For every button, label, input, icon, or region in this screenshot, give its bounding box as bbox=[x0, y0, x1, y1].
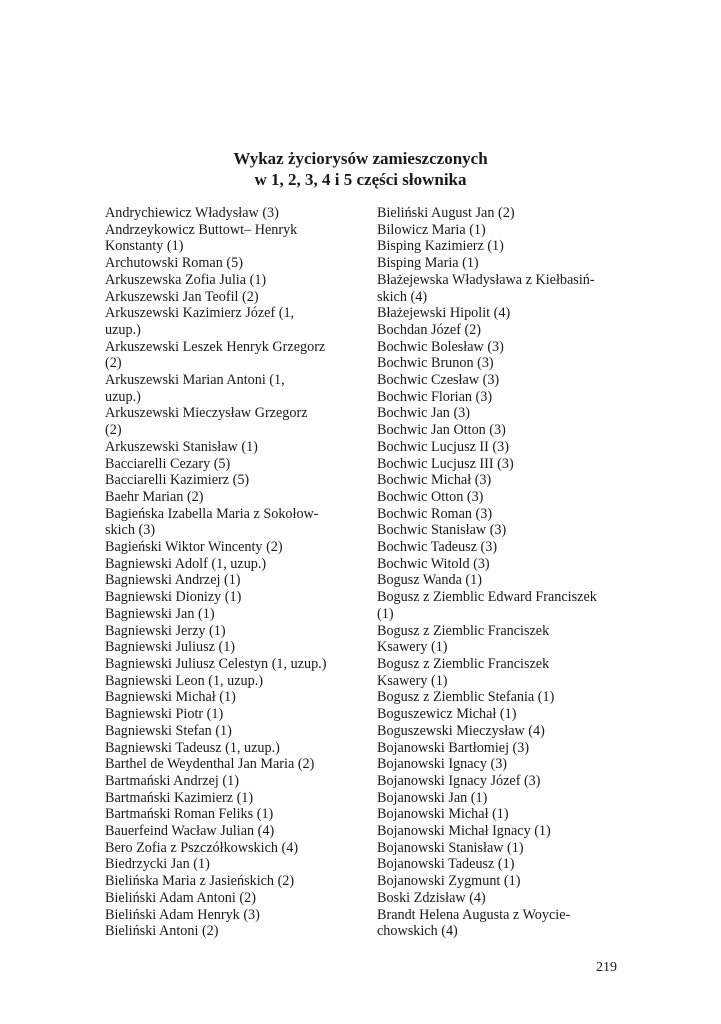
index-entry bbox=[105, 439, 355, 456]
index-entry bbox=[105, 907, 355, 924]
index-entry bbox=[105, 572, 355, 589]
index-entry-text: Archutowski Roman (5) bbox=[105, 255, 243, 272]
index-entry-text: Bochwic Lucjusz II (3) bbox=[377, 438, 509, 455]
index-entry bbox=[377, 422, 627, 439]
index-entry bbox=[377, 456, 627, 473]
index-entry bbox=[105, 339, 355, 372]
index-entry-text: Bochwic Bolesław (3) bbox=[377, 338, 504, 355]
index-entry bbox=[105, 272, 355, 289]
index-entry-text: Biedrzycki Jan (1) bbox=[105, 856, 210, 873]
index-entry-text: Bagniewski Tadeusz (1, uzup.) bbox=[105, 739, 280, 756]
index-entry bbox=[377, 589, 627, 622]
index-entry bbox=[377, 907, 627, 940]
index-entry-text: Baehr Marian (2) bbox=[105, 488, 204, 505]
index-entry bbox=[105, 689, 355, 706]
index-entry-text: Bagieński Wiktor Wincenty (2) bbox=[105, 539, 283, 556]
index-entry-text: Bojanowski Bartłomiej (3) bbox=[377, 739, 530, 756]
index-entry bbox=[105, 405, 355, 438]
index-entry bbox=[377, 890, 627, 907]
index-entry bbox=[105, 255, 355, 272]
index-entry bbox=[377, 222, 627, 239]
index-entry bbox=[105, 639, 355, 656]
index-entry-text: Bogusz Wanda (1) bbox=[377, 572, 482, 589]
index-entry-continuation: (2) bbox=[105, 422, 122, 439]
index-entry bbox=[377, 656, 627, 689]
index-entry-text: Bilowicz Maria (1) bbox=[377, 221, 486, 238]
index-entry-text: Bagniewski Juliusz Celestyn (1, uzup.) bbox=[105, 655, 327, 672]
index-entry bbox=[377, 355, 627, 372]
index-entry-text: Bagniewski Stefan (1) bbox=[105, 722, 232, 739]
index-entry-continuation: Ksawery (1) bbox=[377, 672, 448, 689]
page-title-line-1: Wykaz życiorysów zamieszczonych bbox=[233, 149, 488, 168]
index-entry-text: Arkuszewski Kazimierz Józef (1, bbox=[105, 305, 295, 322]
page-title bbox=[0, 148, 721, 190]
index-entry bbox=[377, 723, 627, 740]
index-entry-text: Bojanowski Jan (1) bbox=[377, 789, 488, 806]
index-entry-text: Arkuszewski Mieczysław Grzegorz bbox=[105, 405, 308, 422]
index-entry-text: Bogusz z Ziemblic Franciszek bbox=[377, 655, 550, 672]
index-entry-text: Błażejewski Hipolit (4) bbox=[377, 305, 511, 322]
index-entry bbox=[377, 255, 627, 272]
index-entry-text: Bagniewski Adolf (1, uzup.) bbox=[105, 555, 267, 572]
index-entry bbox=[377, 756, 627, 773]
index-entry bbox=[377, 238, 627, 255]
index-entry bbox=[377, 506, 627, 523]
index-entry-continuation: Ksawery (1) bbox=[377, 639, 448, 656]
index-entry bbox=[105, 873, 355, 890]
index-entry-continuation: Konstanty (1) bbox=[105, 238, 184, 255]
index-entry-text: Bochwic Jan (3) bbox=[377, 405, 470, 422]
index-entry-text: Bochwic Florian (3) bbox=[377, 388, 493, 405]
index-column-right bbox=[377, 205, 627, 940]
index-entry bbox=[105, 456, 355, 473]
page-title-line-2: w 1, 2, 3, 4 i 5 części słownika bbox=[254, 170, 467, 189]
index-entry-text: Bochdan Józef (2) bbox=[377, 321, 482, 338]
index-entry-text: Bartmański Roman Feliks (1) bbox=[105, 806, 274, 823]
index-entry bbox=[377, 472, 627, 489]
index-entry-text: Bagniewski Jan (1) bbox=[105, 605, 215, 622]
index-entry bbox=[377, 773, 627, 790]
index-entry-text: Bochwic Czesław (3) bbox=[377, 372, 500, 389]
index-entry bbox=[105, 372, 355, 405]
index-entry-text: Brandt Helena Augusta z Woycie- bbox=[377, 906, 571, 923]
index-entry-text: Bochwic Lucjusz III (3) bbox=[377, 455, 514, 472]
index-entry bbox=[377, 522, 627, 539]
index-entry bbox=[105, 856, 355, 873]
index-entry-text: Błażejewska Władysława z Kiełbasiń- bbox=[377, 271, 595, 288]
index-entry bbox=[377, 706, 627, 723]
index-entry bbox=[105, 773, 355, 790]
index-entry bbox=[377, 372, 627, 389]
index-entry bbox=[105, 723, 355, 740]
index-entry-text: Bagieńska Izabella Maria z Sokołow- bbox=[105, 505, 319, 522]
page-number: 219 bbox=[596, 960, 617, 975]
index-entry-text: Bieliński Adam Henryk (3) bbox=[105, 906, 260, 923]
index-entry-text: Andrychiewicz Władysław (3) bbox=[105, 205, 279, 221]
index-entry-text: Bogusz z Ziemblic Stefania (1) bbox=[377, 689, 555, 706]
index-entry bbox=[105, 489, 355, 506]
index-entry bbox=[105, 840, 355, 857]
index-entry bbox=[105, 539, 355, 556]
index-entry-continuation: skich (4) bbox=[377, 288, 428, 305]
index-entry-continuation: uzup.) bbox=[105, 388, 141, 405]
index-column-left bbox=[105, 205, 355, 940]
index-entry bbox=[377, 556, 627, 573]
index-entry bbox=[105, 673, 355, 690]
index-entry-text: Arkuszewski Jan Teofil (2) bbox=[105, 288, 259, 305]
index-entry-text: Bojanowski Michał (1) bbox=[377, 806, 509, 823]
index-entry-text: Andrzeykowicz Buttowt– Henryk bbox=[105, 221, 298, 238]
index-entry-text: Bero Zofia z Pszczółkowskich (4) bbox=[105, 839, 299, 856]
index-entry bbox=[377, 572, 627, 589]
index-entry-text: Bochwic Michał (3) bbox=[377, 472, 492, 489]
index-entry bbox=[105, 923, 355, 940]
index-entry bbox=[377, 322, 627, 339]
index-entry-text: Bagniewski Leon (1, uzup.) bbox=[105, 672, 263, 689]
index-entry-text: Arkuszewski Marian Antoni (1, bbox=[105, 372, 285, 389]
index-entry-text: Bisping Kazimierz (1) bbox=[377, 238, 504, 255]
index-entry-text: Boski Zdzisław (4) bbox=[377, 889, 486, 906]
index-entry-text: Bojanowski Michał Ignacy (1) bbox=[377, 823, 551, 840]
index-entry-continuation: chowskich (4) bbox=[377, 923, 458, 940]
index-entry-text: Bisping Maria (1) bbox=[377, 255, 479, 272]
index-entry-text: Bagniewski Juliusz (1) bbox=[105, 639, 236, 656]
index-entry bbox=[105, 623, 355, 640]
index-entry-text: Bojanowski Ignacy Józef (3) bbox=[377, 772, 541, 789]
index-entry bbox=[377, 272, 627, 305]
index-entry-text: Bacciarelli Kazimierz (5) bbox=[105, 472, 250, 489]
index-entry-text: Bojanowski Stanisław (1) bbox=[377, 839, 524, 856]
index-entry-text: Bochwic Brunon (3) bbox=[377, 355, 494, 372]
index-entry-text: Bochwic Tadeusz (3) bbox=[377, 539, 498, 556]
index-entry-text: Bochwic Witold (3) bbox=[377, 555, 490, 572]
index-entry bbox=[105, 706, 355, 723]
index-entry-text: Bagniewski Jerzy (1) bbox=[105, 622, 226, 639]
index-entry bbox=[377, 539, 627, 556]
index-entry bbox=[105, 656, 355, 673]
index-entry bbox=[377, 873, 627, 890]
index-entry-continuation: uzup.) bbox=[105, 321, 141, 338]
index-entry-continuation: skich (3) bbox=[105, 522, 156, 539]
index-entry-text: Bielińska Maria z Jasieńskich (2) bbox=[105, 873, 295, 890]
index-entry-text: Bochwic Stanisław (3) bbox=[377, 522, 507, 539]
index-entry bbox=[105, 589, 355, 606]
index-entry-text: Bojanowski Ignacy (3) bbox=[377, 756, 508, 773]
index-entry-text: Bochwic Otton (3) bbox=[377, 488, 484, 505]
index-entry bbox=[377, 623, 627, 656]
index-entry bbox=[105, 806, 355, 823]
index-entry bbox=[377, 439, 627, 456]
index-entry bbox=[105, 506, 355, 539]
index-entry bbox=[105, 606, 355, 623]
index-entry-text: Bagniewski Dionizy (1) bbox=[105, 589, 242, 606]
index-entry bbox=[377, 740, 627, 757]
index-entry-text: Bogusz z Ziemblic Franciszek bbox=[377, 622, 550, 639]
index-entry-text: Bieliński Adam Antoni (2) bbox=[105, 889, 256, 906]
index-entry-text: Bacciarelli Cezary (5) bbox=[105, 455, 231, 472]
index-entry-continuation: (1) bbox=[377, 605, 394, 622]
index-entry-text: Bochwic Jan Otton (3) bbox=[377, 422, 506, 439]
index-entry bbox=[105, 205, 355, 222]
index-entry bbox=[105, 890, 355, 907]
index-entry bbox=[377, 205, 627, 222]
index-entry bbox=[377, 405, 627, 422]
index-entry-text: Bogusz z Ziemblic Edward Franciszek bbox=[377, 589, 597, 606]
index-entry bbox=[105, 756, 355, 773]
index-entry-text: Arkuszewski Leszek Henryk Grzegorz bbox=[105, 338, 326, 355]
index-entry-text: Bieliński August Jan (2) bbox=[377, 205, 515, 221]
index-entry bbox=[105, 790, 355, 807]
index-entry-continuation: (2) bbox=[105, 355, 122, 372]
index-entry-text: Bartmański Andrzej (1) bbox=[105, 772, 239, 789]
index-entry-text: Bagniewski Piotr (1) bbox=[105, 706, 224, 723]
index-entry bbox=[105, 740, 355, 757]
index-entry-text: Arkuszewska Zofia Julia (1) bbox=[105, 271, 267, 288]
index-entry bbox=[105, 472, 355, 489]
index-entry bbox=[105, 823, 355, 840]
index-entry bbox=[105, 305, 355, 338]
index-entry-text: Bieliński Antoni (2) bbox=[105, 923, 219, 940]
index-entry bbox=[377, 790, 627, 807]
index-entry bbox=[105, 556, 355, 573]
index-entry bbox=[377, 856, 627, 873]
index-entry bbox=[377, 389, 627, 406]
index-entry-text: Bartmański Kazimierz (1) bbox=[105, 789, 254, 806]
index-entry-text: Arkuszewski Stanisław (1) bbox=[105, 438, 258, 455]
index-entry bbox=[377, 840, 627, 857]
index-entry bbox=[377, 339, 627, 356]
index-entry bbox=[377, 806, 627, 823]
index-entry bbox=[105, 289, 355, 306]
index-entry bbox=[377, 689, 627, 706]
index-entry-text: Bojanowski Tadeusz (1) bbox=[377, 856, 515, 873]
index-entry bbox=[377, 489, 627, 506]
index-entry-text: Bochwic Roman (3) bbox=[377, 505, 493, 522]
index-entry bbox=[377, 305, 627, 322]
index-entry-text: Barthel de Weydenthal Jan Maria (2) bbox=[105, 756, 315, 773]
index-entry bbox=[105, 222, 355, 255]
index-entry-text: Bagniewski Michał (1) bbox=[105, 689, 236, 706]
index-entry-text: Boguszewicz Michał (1) bbox=[377, 706, 517, 723]
index-entry-text: Bauerfeind Wacław Julian (4) bbox=[105, 823, 275, 840]
index-entry-text: Bagniewski Andrzej (1) bbox=[105, 572, 241, 589]
index-entry-text: Boguszewski Mieczysław (4) bbox=[377, 722, 545, 739]
index-entry bbox=[377, 823, 627, 840]
index-entry-text: Bojanowski Zygmunt (1) bbox=[377, 873, 521, 890]
